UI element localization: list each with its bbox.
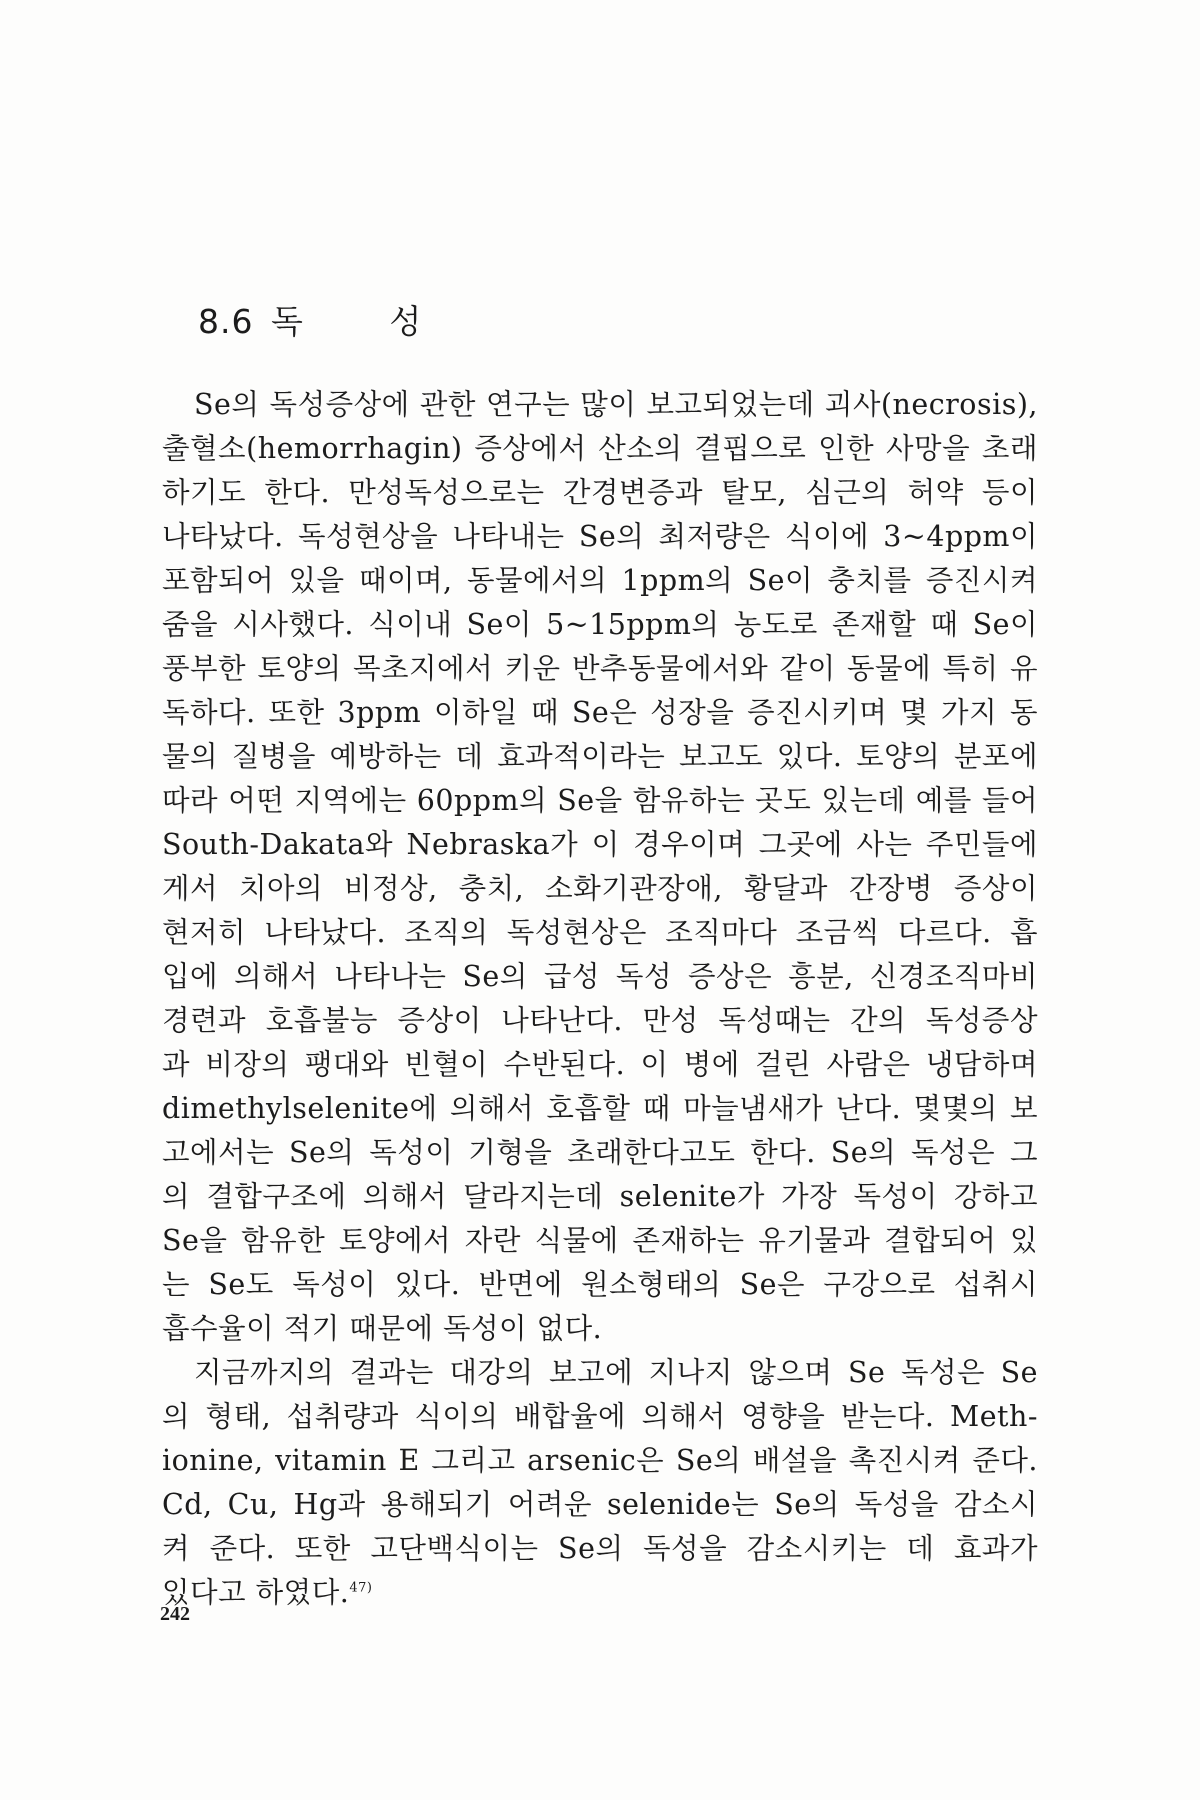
text-line: dimethylselenite에 의해서 호흡할 때 마늘냄새가 난다. 몇몇의 보 <box>162 1092 1038 1125</box>
section-heading <box>198 296 459 343</box>
text-line: Se을 함유한 토양에서 자란 식물에 존재하는 유기물과 결합되어 있 <box>162 1224 1038 1257</box>
text-line: 따라 어떤 지역에는 60ppm의 Se을 함유하는 곳도 있는데 예를 들어 <box>162 784 1038 817</box>
text-line: South-Dakata와 Nebraska가 이 경우이며 그곳에 사는 주민들에 <box>162 828 1038 861</box>
text-line: 현저히 나타났다. 조직의 독성현상은 조직마다 조금씩 다르다. 흡 <box>162 916 1038 949</box>
section-title: 독 성 <box>270 302 460 341</box>
text-line: 하기도 한다. 만성독성으로는 간경변증과 탈모, 심근의 허약 등이 <box>162 476 1038 509</box>
text-line: 켜 준다. 또한 고단백식이는 Se의 독성을 감소시키는 데 효과가 <box>162 1532 1038 1565</box>
page-number: 242 <box>160 1603 190 1625</box>
text-line: 나타났다. 독성현상을 나타내는 Se의 최저량은 식이에 3~4ppm이 <box>162 520 1038 553</box>
text-line: 독하다. 또한 3ppm 이하일 때 Se은 성장을 증진시키며 몇 가지 동 <box>162 696 1038 729</box>
text-line: 경련과 호흡불능 증상이 나타난다. 만성 독성때는 간의 독성증상 <box>162 1004 1038 1037</box>
text-line: ionine, vitamin E 그리고 arsenic은 Se의 배설을 촉진시켜 준다. <box>162 1444 1038 1477</box>
text-line: 있다고 하였다.$^{47)}$ <box>162 1576 373 1609</box>
text-line: 의 결합구조에 의해서 달라지는데 selenite가 가장 독성이 강하고 <box>162 1180 1038 1213</box>
paragraph <box>162 1351 1038 1615</box>
section-number: 8.6 <box>198 302 254 341</box>
text-line: 풍부한 토양의 목초지에서 키운 반추동물에서와 같이 동물에 특히 유 <box>162 652 1038 685</box>
text-line: 의 형태, 섭취량과 식이의 배합율에 의해서 영향을 받는다. Meth- <box>162 1400 1038 1433</box>
text-line: 는 Se도 독성이 있다. 반면에 원소형태의 Se은 구강으로 섭취시 <box>162 1268 1038 1301</box>
body-text <box>162 383 1038 1615</box>
text-line: 게서 치아의 비정상, 충치, 소화기관장애, 황달과 간장병 증상이 <box>162 872 1038 905</box>
text-line: 출혈소(hemorrhagin) 증상에서 산소의 결핍으로 인한 사망을 초래 <box>162 432 1038 465</box>
text-line: 줌을 시사했다. 식이내 Se이 5~15ppm의 농도로 존재할 때 Se이 <box>162 608 1038 641</box>
text-line: 고에서는 Se의 독성이 기형을 초래한다고도 한다. Se의 독성은 그 <box>162 1136 1038 1169</box>
paragraph <box>162 383 1038 1351</box>
footnote-reference: 47) <box>349 1580 373 1596</box>
text-line: Cd, Cu, Hg과 용해되기 어려운 selenide는 Se의 독성을 감소시 <box>162 1488 1038 1521</box>
text-line: 흡수율이 적기 때문에 독성이 없다. <box>162 1312 603 1345</box>
text-line: 과 비장의 팽대와 빈혈이 수반된다. 이 병에 걸린 사람은 냉담하며 <box>162 1048 1038 1081</box>
text-line: 입에 의해서 나타나는 Se의 급성 독성 증상은 흥분, 신경조직마비 <box>162 960 1038 993</box>
text-line: 물의 질병을 예방하는 데 효과적이라는 보고도 있다. 토양의 분포에 <box>162 740 1038 773</box>
text-line: Se의 독성증상에 관한 연구는 많이 보고되었는데 괴사(necrosis), <box>194 388 1038 421</box>
text-line: 지금까지의 결과는 대강의 보고에 지나지 않으며 Se 독성은 Se <box>194 1356 1038 1389</box>
text-line: 포함되어 있을 때이며, 동물에서의 1ppm의 Se이 충치를 증진시켜 <box>162 564 1038 597</box>
